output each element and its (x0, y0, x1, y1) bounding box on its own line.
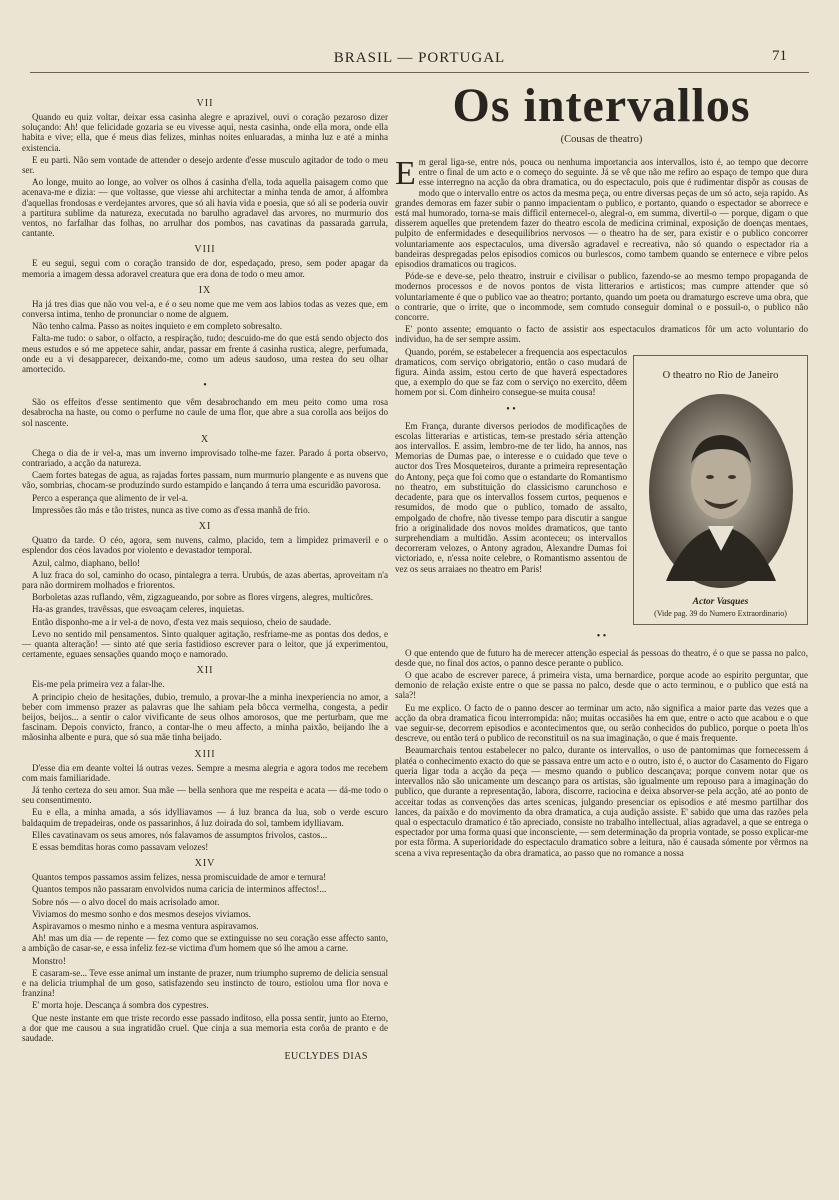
paragraph: Ao longe, muito ao longe, ao volver os olhos á casinha d'ella, toda aquella paisagem como que acenava-me e dizia: — que voltasse, que viesse ahi architectar a minha tenda de amor, á alfombra d'aquellas frondosas e verdejantes arvores, que só ali havia vida e poesia, que só ali se poderia ouvir a partitura sublime da natureza, executada no barulho agradavel das arvores, no murmurio dos ventos, no farfalhar das folhas, no arrulhar dos pombos, nas cavatinas da passarada garrula, cantante. (22, 177, 388, 239)
separator: • (203, 380, 207, 392)
paragraph: Levo no sentido mil pensamentos. Sinto qualquer agitação, resfriame-me as pontas dos dedos, e — quanta alteração! — sinto até que seria fastidioso escrever para o leitor, que já experimentou, certamente, eguaes sensações quando moço e namorado. (22, 628, 388, 660)
portrait-image (646, 391, 796, 591)
article-subtitle: (Cousas de theatro) (560, 134, 643, 145)
paragraph: Aspiravamos o mesmo ninho e a mesma ventura aspiravamos. (32, 920, 259, 931)
paragraph: E essas bemditas horas como passavam velozes! (32, 841, 209, 852)
paragraph: E eu segui, segui com o coração transido de dor, espedaçado, preso, sem poder apagar da memoria a imagem dessa adoravel creatura que era dona de todo o meu amor. (22, 258, 388, 279)
section-number: VII (196, 98, 214, 109)
paragraph: Falta-me tudo: o sabor, o olfacto, a respiração, tudo; descuido-me do que está sendo objecto dos meus estudos e só me appetece sahir, andar, passar em frente á casinha rustica, alegre, perfumada, onde eu a vi desapparecer, deixando-me, como um adeus saudoso, uma restea do seu olhar amortecido. (22, 333, 388, 375)
paragraph: Borboletas azas ruflando, vêm, zigzagueando, por sobre as flores virgens, alegres, multicôres. (32, 592, 373, 603)
paragraph: Póde-se e deve-se, pelo theatro, instruir e civilisar o publico, fazendo-se ao mesmo tempo propaganda de modernos processos e de novos pontos de vista litterarios e artisticos; mas cumpre attender que só voluntariamente é que o publico vae ao theatro; portanto, quando um poeta ou dramaturgo escreve uma obra, que o contrarie, que o irrite, que o incommode, sem comtudo conseguir dominal o e possuil-o, o publico não concorre. (395, 271, 808, 323)
page-header (0, 48, 839, 70)
paragraph: Quando, porém, se estabelecer a frequencia aos espectaculos dramaticos, com serviço obrigatorio, então o caso mudará de figura. Ainda assim, estou certo de que haverá espectadores que, a exemplo do que se faz com o serviço no exercito, dêem homem por si. Com dinheiro consegue-se muita cousa! (395, 346, 627, 398)
paragraph: O que entendo que de futuro ha de merecer attenção especial ás pessoas do theatro, é o que se passa no palco, desde que, no final dos actos, o panno desce perante o publico. (395, 647, 808, 668)
figure-caption-note: (Vide pag. 39 do Numero Extraordinario) (654, 608, 787, 618)
paragraph: A luz fraca do sol, caminho do ocaso, pintalegra a terra. Urubús, de azas abertas, aproveitam n'a para não dormirem molhados e friorentos. (22, 569, 388, 590)
figure-caption-name: Actor Vasques (692, 596, 749, 607)
author-signature: EUCLYDES DIAS (284, 1051, 368, 1063)
section-number: X (200, 433, 210, 445)
figure-title: O theatro no Rio de Janeiro (662, 369, 779, 381)
paragraph: Eu me explico. O facto de o panno descer ao terminar um acto, não significa a maior parte das vezes que a acção da obra dramatica ficou interrompida: não; muitas occasiões ha em que, entre o acto que acabou e o que vae seguir-se, decorrem episodios e acontecimentos que, ou serão conhecidos do publico, porque o poeta lh'os descreve, ou então terá o publico de reconstituil os na sua imaginação, o que é mais frequente. (395, 702, 808, 744)
paragraph: Perco a esperança que alimento de ir vel-a. (32, 492, 189, 503)
paragraph: E' morta hoje. Descança á sombra dos cypestres. (32, 1000, 209, 1011)
paragraph: São os effeitos d'esse sentimento que vêm desabrochando em meu peito como uma rosa desabrocha na haste, ou como o perfume no caule de uma flor, que abre a sua corolla aos beijos do sol nascente. (22, 397, 388, 428)
opening-paragraph (395, 157, 808, 269)
portrait-figure (633, 355, 808, 625)
left-column (22, 92, 388, 1062)
section-number: XIII (194, 748, 216, 760)
article-title: Os intervallos (452, 79, 751, 132)
paragraph: Em França, durante diversos periodos de modificações de escolas litterarias e artisticas, tem-se prestado séria attenção aos intervallos. E assim, lembro-me de ter lido, ha annos, nas Memorias de Dumas pae, o interesse e o cuidado que teve o auctor dos Tres Mosqueteiros, durante a primeira representação do Antony, peça que foi como que o estandarte do Romantismo no theatro, em substituição do classicismo carunchoso e decadente, para que os intervallos fossem curtos, pequenos e resumidos, de modo que o publico, tomado de assalto, empolgado de chofre, não tivesse tempo para discutir a sangue frio a originalidade dos novos moldes dramaticos, que tanto surprehendiam a multidão. Assim aconteceu; os intervallos decorreram velozes, o Antony agradou, Alexandre Dumas foi victoriado, e, n'essa noite celebre, o Romantismo assentou de vez os seus arraiaes no theatro em Paris! (395, 420, 627, 574)
paragraph: Então disponho-me a ir vel-a de novo, d'esta vez mais sequioso, cheio de saudade. (32, 616, 332, 627)
right-column (395, 80, 808, 860)
drop-cap: E (395, 155, 416, 192)
separator: • • (506, 403, 516, 415)
paragraph: D'esse dia em deante voltei lá outras vezes. Sempre a mesma alegria e agora todos me recebem com mais familiaridade. (22, 762, 388, 783)
paragraph: Ha já tres dias que não vou vel-a, e é o seu nome que me vem aos labios todas as vezes que, em conversa intima, tenho de pronunciar o nome de alguem. (22, 298, 388, 320)
paragraph: Viviamos do mesmo sonho e dos mesmos desejos viviamos. (32, 908, 251, 919)
page-number: 71 (772, 48, 787, 64)
paragraph: Ha-as grandes, travêssas, que esvoaçam celeres, inquietas. (32, 604, 245, 615)
opening-text: m geral liga-se, entre nós, pouca ou nenhuma importancia aos intervallos, isto é, ao tempo que decorre entre o final de um acto e o começo do seguinte. Já se vê que não me refiro ao espaço de tempo que dura esse interregno na acção da obra dramatica, ou do espectaculo, pois que é rudimentar dispôr as cousas de modo que o intervallo entre os actos da mesma peça, ou entre diversas peças de um só acto, seja rapido. As grandes demoras em fazer subir o panno impacientam o publico, e portanto, quando o espectador se aborrece e está mal humorado, torna-se mais difficil enternecel-o, alegral-o, em summa, divertil-o — porque, digam o que disserem aquelles que pretendem fazer do theatro escola de medicina criminal, exposição de doenças mentaes, pulpito de enfermidades e desequilibrios nervosos — o theatro ha de ser, para existir e o publico concorrer voluntariamente aos espectaculos, uma diversão agradavel e recreativa, não só quando o espectador ria a bandeiras despregadas pelos episodios comicos ou burlescos, como tambem quando se enternece e vibre pelos episodios dramaticos ou tragicos. (395, 157, 808, 270)
header-rule (30, 72, 809, 73)
paragraph: Não tenho calma. Passo as noites inquieto e em completo sobresalto. (32, 321, 283, 332)
paragraph: Quatro da tarde. O céo, agora, sem nuvens, calmo, placido, tem a limpidez primaveril e o esplendor dos céos lavados por violento e devastador temporal. (22, 535, 388, 556)
paragraph: Quantos tempos passamos assim felizes, nessa promiscuidade de amor e ternura! (32, 872, 327, 883)
paragraph: E casaram-se... Teve esse animal um instante de prazer, num triumpho supremo de delicia sensual e na delicia triumphal de um goso, satisfazendo seu instincto de touro, estiolou uma flor nova e franzina! (22, 967, 388, 999)
paragraph: Sobre nós — o alvo docel do mais acrisolado amor. (32, 896, 220, 907)
paragraph: Quantos tempos não passaram envolvidos numa caricia de interminos affectos!... (32, 884, 327, 895)
section-number: XIV (194, 858, 216, 870)
paragraph: Já tenho certeza do seu amor. Sua mãe — bella senhora que me respeita e acata — dá-me todo o seu consentimento. (22, 784, 388, 806)
section-number: IX (198, 284, 212, 296)
paragraph: E eu parti. Não sem vontade de attender o desejo ardente d'esse musculo agitador de todo o meu ser. (22, 154, 388, 176)
section-number: VIII (194, 244, 216, 256)
paragraph: Ah! mas um dia — de repente — fez como que se extinguisse no seu coração esse affecto santo, a ambição de casar-se, e essa infeliz fez-se victima d'um homem que só lhe amou a carne. (22, 933, 388, 954)
paragraph: E' ponto assente; emquanto o facto de assistir aos espectaculos dramaticos fôr um acto voluntario do individuo, ha de ser sempre assim. (395, 324, 808, 345)
paragraph: Quando eu quiz voltar, deixar essa casinha alegre e aprazivel, ouvi o coração pezaroso dizer soluçando: Ah! que felicidade gozaria se eu vivesse aqui, nesta casinha, onde ella mora, onde ella habita e vive; ella, que é meus dias felizes, minhas noites enluaradas, a minha luz e até a minha existencia. (22, 112, 388, 153)
separator: • • (596, 630, 607, 642)
section-number: XII (196, 665, 214, 677)
paragraph: Beaumarchais tentou estabelecer no palco, durante os intervallos, o uso de pantomimas que fornecessem á platéa o conhecimento exacto do que se passava entre um acto e o outro, isto é, o auctor do Casamento do Figaro queria ligar toda a acção da peça — mesmo quando o publico descançava; porque convem notar que os intervallos não são unicamente um descanço para os artistas, são igualmente um repouso para a imaginação do publico, que durante a representação, labora, discorre, raciocina e deixa absorver-se pela acção, até ao ponto de acceitar todas as convenções das artes scenicas, julgando presenciar os episodios e até mesmo partilhar dos lances, da paixão e do movimento da obra dramatica, a cuja audição assiste. E' sabido que uma das razões pela qual o espectaculo dramatico é tão apreciado, consiste no trabalho intellectual, alias agradavel, a que se entrega o espectador por uma forma quasi que inconsciente, — sem determinação da propria vontade, se posso explicar-me por esta fôrma. A superioridade do espectaculo dramatico sobre a leitura, não é causada sómente por vêrmos na scena a viva representação da obra dramatica, ao passo que no romance a nossa (395, 745, 808, 858)
paragraph: A principio cheio de hesitações, dubio, tremulo, a provar-lhe a minha inexperiencia no amor, a beber com immenso prazer as palavras que lhe sahiam pela bôcca vermelha, congesta, a pedir beijos, beijos... a sentir o calor vivificante de seus olhos amorosos, que me perturbam, que me fascinam. Depois convicto, franco, a contar-lhe o meu affecto, a minha paixão, beijando lhe a mãosinha albente e pura, que só sua mãe tinha beijado. (22, 691, 388, 743)
paragraph: O que acabo de escrever parece, á primeira vista, uma bernardice, porque acode ao espirito perguntar, que demonio de relação existe entre o que se passa no palco, desde que o acto terminou, e o publico que está na sala?! (395, 670, 808, 701)
paragraph: Azul, calmo, diaphano, bello! (32, 557, 141, 568)
section-number: XI (198, 521, 212, 533)
paragraph: Chega o dia de ir vel-a, mas um inverno improvisado tolhe-me fazer. Parado á porta observo, contrariado, a acção da natureza. (22, 447, 388, 469)
paragraph: Elles cavatinavam os seus amores, nós falavamos de assumptos frivolos, castos... (32, 829, 328, 840)
paragraph: Monstro! (32, 955, 66, 966)
paragraph: Caem fortes bategas de agua, as rajadas fortes passam, num murmurio plangente e as nuvens que vão, sombrias, chocam-se produzindo surdo estampido e lançando á terra uma escuridão pavorosa. (22, 470, 388, 491)
running-title: BRASIL — PORTUGAL (333, 50, 506, 66)
figure-frame (633, 355, 808, 625)
paragraph: Impressões tão más e tão tristes, nunca as tive como as d'essa manhã de frio. (32, 504, 310, 515)
paragraph: Que neste instante em que triste recordo esse passado inditoso, ella possa sentir, junto ao Eterno, a dor que me causou a sua ingratidão cruel. Que cinja a sua memoria esta corôa de pranto e de saudade. (22, 1012, 388, 1044)
paragraph: Eis-me pela primeira vez a falar-lhe. (32, 679, 165, 690)
paragraph: Eu e ella, a minha amada, a sós idylliavamos — á luz branca da lua, sob o verde escuro baldaquim de trepadeiras, onde os passarinhos, á luz doirada do sol, tambem idylliavam. (22, 807, 388, 828)
